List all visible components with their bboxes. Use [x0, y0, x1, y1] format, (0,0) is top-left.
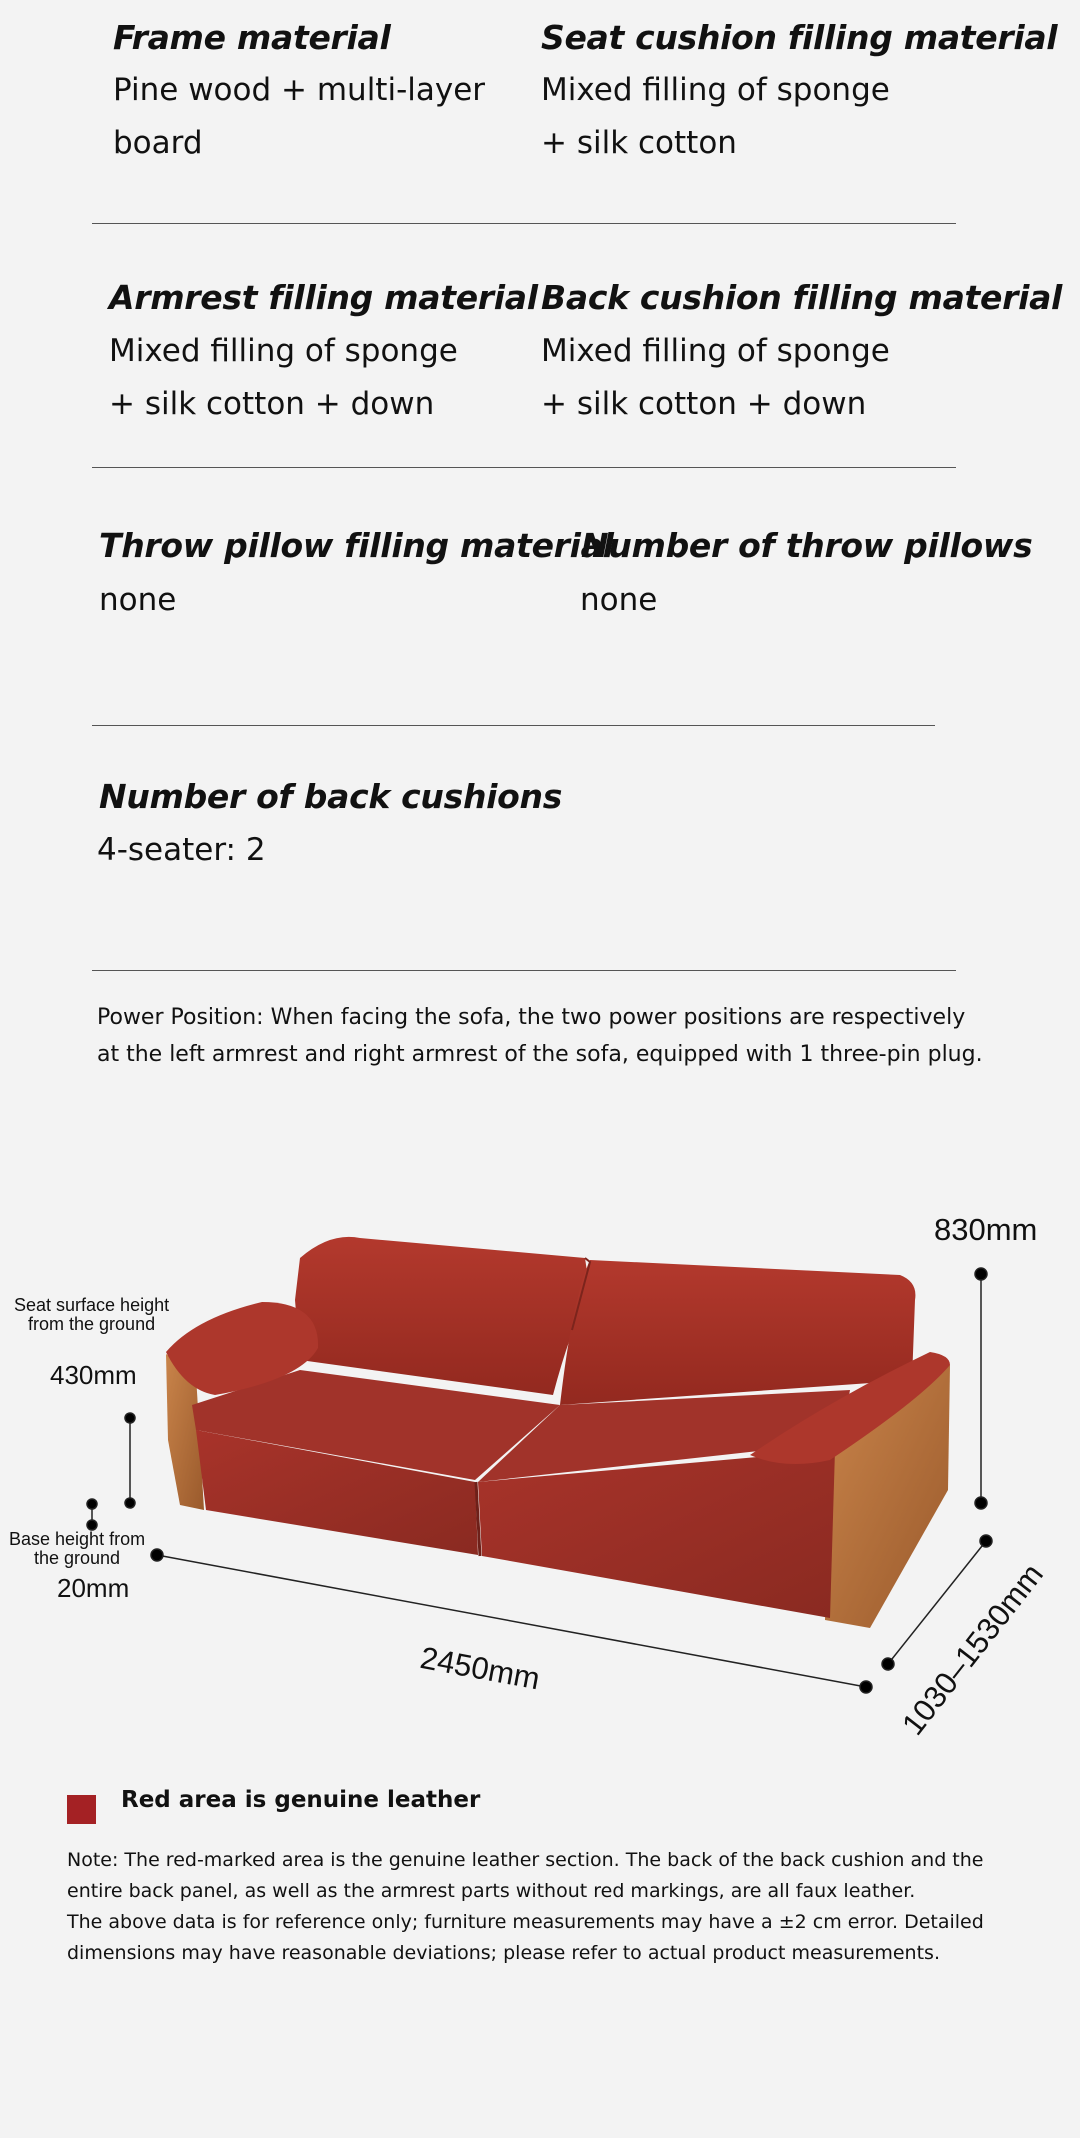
divider: [92, 725, 935, 726]
note-text: Note: The red-marked area is the genuine leather section. The back of the back cushion and the entire back panel, as well as the armrest parts without red markings, are all faux leather. The above data is for reference only; furniture measurements may have a ±2 cm error. Detailed dimensions may have reasonable deviations; please refer to actual product measurements.: [67, 1849, 984, 1964]
spec-heading-pillow-count: Number of throw pillows: [581, 526, 1033, 565]
dimension-seat-height: 430mm: [50, 1360, 137, 1390]
divider: [92, 970, 956, 971]
legend-text: Red area is genuine leather: [121, 1787, 481, 1813]
spec-heading-back-cushion-count: Number of back cushions: [99, 777, 563, 816]
spec-value-frame: Pine wood + multi-layer board: [113, 72, 486, 161]
spec-value-throw-pillow: none: [99, 582, 177, 618]
base-height-label: Base height from the ground: [9, 1529, 146, 1568]
divider: [92, 223, 956, 224]
spec-heading-frame: Frame material: [113, 18, 391, 57]
divider: [92, 467, 956, 468]
leather-color-swatch: [67, 1795, 96, 1824]
spec-heading-throw-pillow: Throw pillow filling material: [99, 526, 614, 565]
spec-heading-armrest: Armrest filling material: [109, 278, 538, 317]
dimension-base-height: 20mm: [57, 1573, 130, 1603]
seat-height-label: Seat surface height from the ground: [14, 1295, 170, 1334]
dimension-height: 830mm: [934, 1212, 1038, 1247]
spec-heading-back-cushion: Back cushion filling material: [541, 278, 1063, 317]
spec-value-back-cushion-count: 4-seater: 2: [97, 832, 266, 868]
dimension-depth: 1030–1530mm: [895, 1557, 1050, 1742]
spec-value-back-cushion: Mixed filling of sponge + silk cotton + down: [541, 333, 890, 422]
spec-value-pillow-count: none: [580, 582, 658, 618]
dimension-width: 2450mm: [417, 1640, 543, 1697]
sofa-illustration: [0, 1150, 1080, 1750]
power-position-text: Power Position: When facing the sofa, the two power positions are respectively at the left armrest and right armrest of the sofa, equipped with 1 three-pin plug.: [97, 1005, 983, 1067]
spec-heading-seat-cushion: Seat cushion filling material: [541, 18, 1058, 57]
spec-value-armrest: Mixed filling of sponge + silk cotton + down: [109, 333, 458, 422]
spec-value-seat-cushion: Mixed filling of sponge + silk cotton: [541, 72, 890, 161]
